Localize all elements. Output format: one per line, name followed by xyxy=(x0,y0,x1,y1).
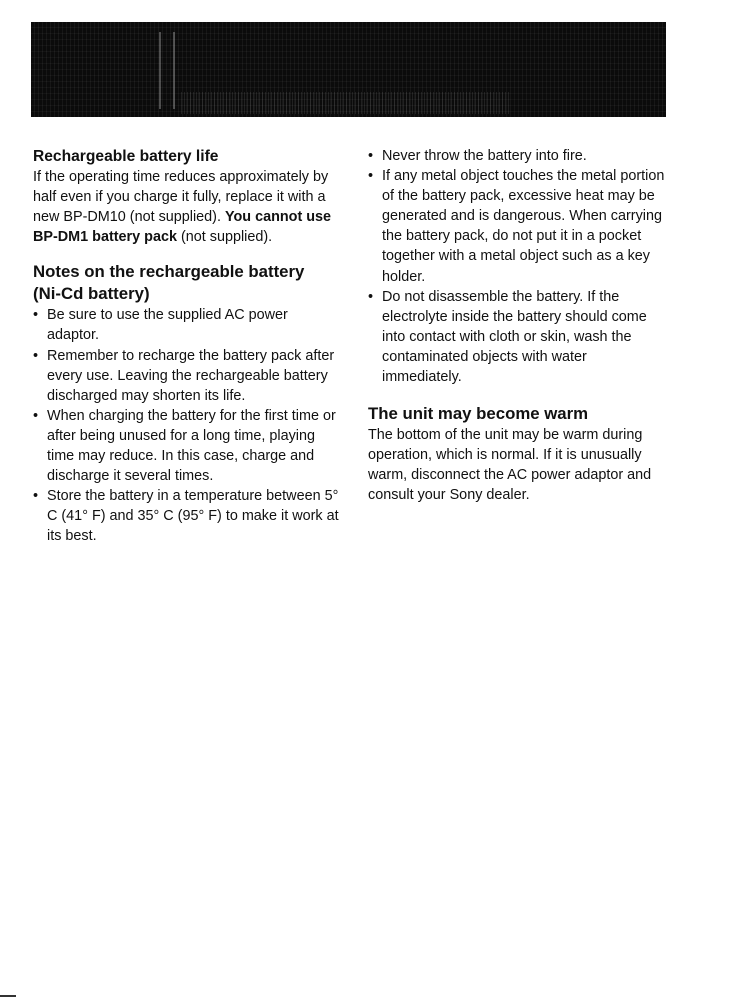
list-item: • Never throw the battery into fire. xyxy=(368,146,668,166)
list-item: • When charging the battery for the first time or after being unused for a long time, playing time may reduce. In this case, charge and discharge it several times. xyxy=(33,406,343,486)
banner-divider xyxy=(159,32,161,109)
rechargeable-life-text-part2: (not supplied). xyxy=(176,229,273,246)
header-banner xyxy=(31,22,666,117)
warm-heading: The unit may become warm xyxy=(368,404,589,424)
rechargeable-life-heading: Rechargeable battery life xyxy=(33,148,219,165)
right-column xyxy=(368,146,668,506)
list-item: • Do not disassemble the battery. If the electrolyte inside the battery should come into contact with cloth or skin, wash the contaminated objects with water immediately. xyxy=(368,287,668,387)
notes-heading-line2: (Ni-Cd battery) xyxy=(33,284,150,304)
cautions-list xyxy=(368,146,668,387)
list-item: • If any metal object touches the metal portion of the battery pack, excessive heat may be generated and is dangerous. When carrying the battery pack, do not put it in a pocket together with a metal object such as a key holder. xyxy=(368,166,668,287)
list-item: • Be sure to use the supplied AC power adaptor. xyxy=(33,305,343,345)
rechargeable-life-warning: You cannot use BP-DM1 battery pack xyxy=(33,209,332,246)
banner-divider xyxy=(173,32,175,109)
warm-text: The bottom of the unit may be warm during operation, which is normal. If it is unusually warm, disconnect the AC power adaptor and consult your Sony dealer. xyxy=(368,427,652,504)
notes-heading xyxy=(33,261,343,305)
rechargeable-life-text-part1: If the operating time reduces approximately by half even if you charge it fully, replace it with a new BP-DM10 (not supplied). xyxy=(33,169,329,226)
list-item: • Remember to recharge the battery pack after every use. Leaving the rechargeable battery discharged may shorten its life. xyxy=(33,346,343,406)
banner-speckle xyxy=(181,92,511,114)
left-column xyxy=(33,146,343,547)
rechargeable-life-text xyxy=(33,167,343,247)
notes-heading-line1: Notes on the rechargeable battery xyxy=(33,262,305,282)
notes-list xyxy=(33,305,343,546)
list-item: • Store the battery in a temperature between 5° C (41° F) and 35° C (95° F) to make it work at its best. xyxy=(33,486,343,546)
page-corner-mark xyxy=(0,995,16,997)
